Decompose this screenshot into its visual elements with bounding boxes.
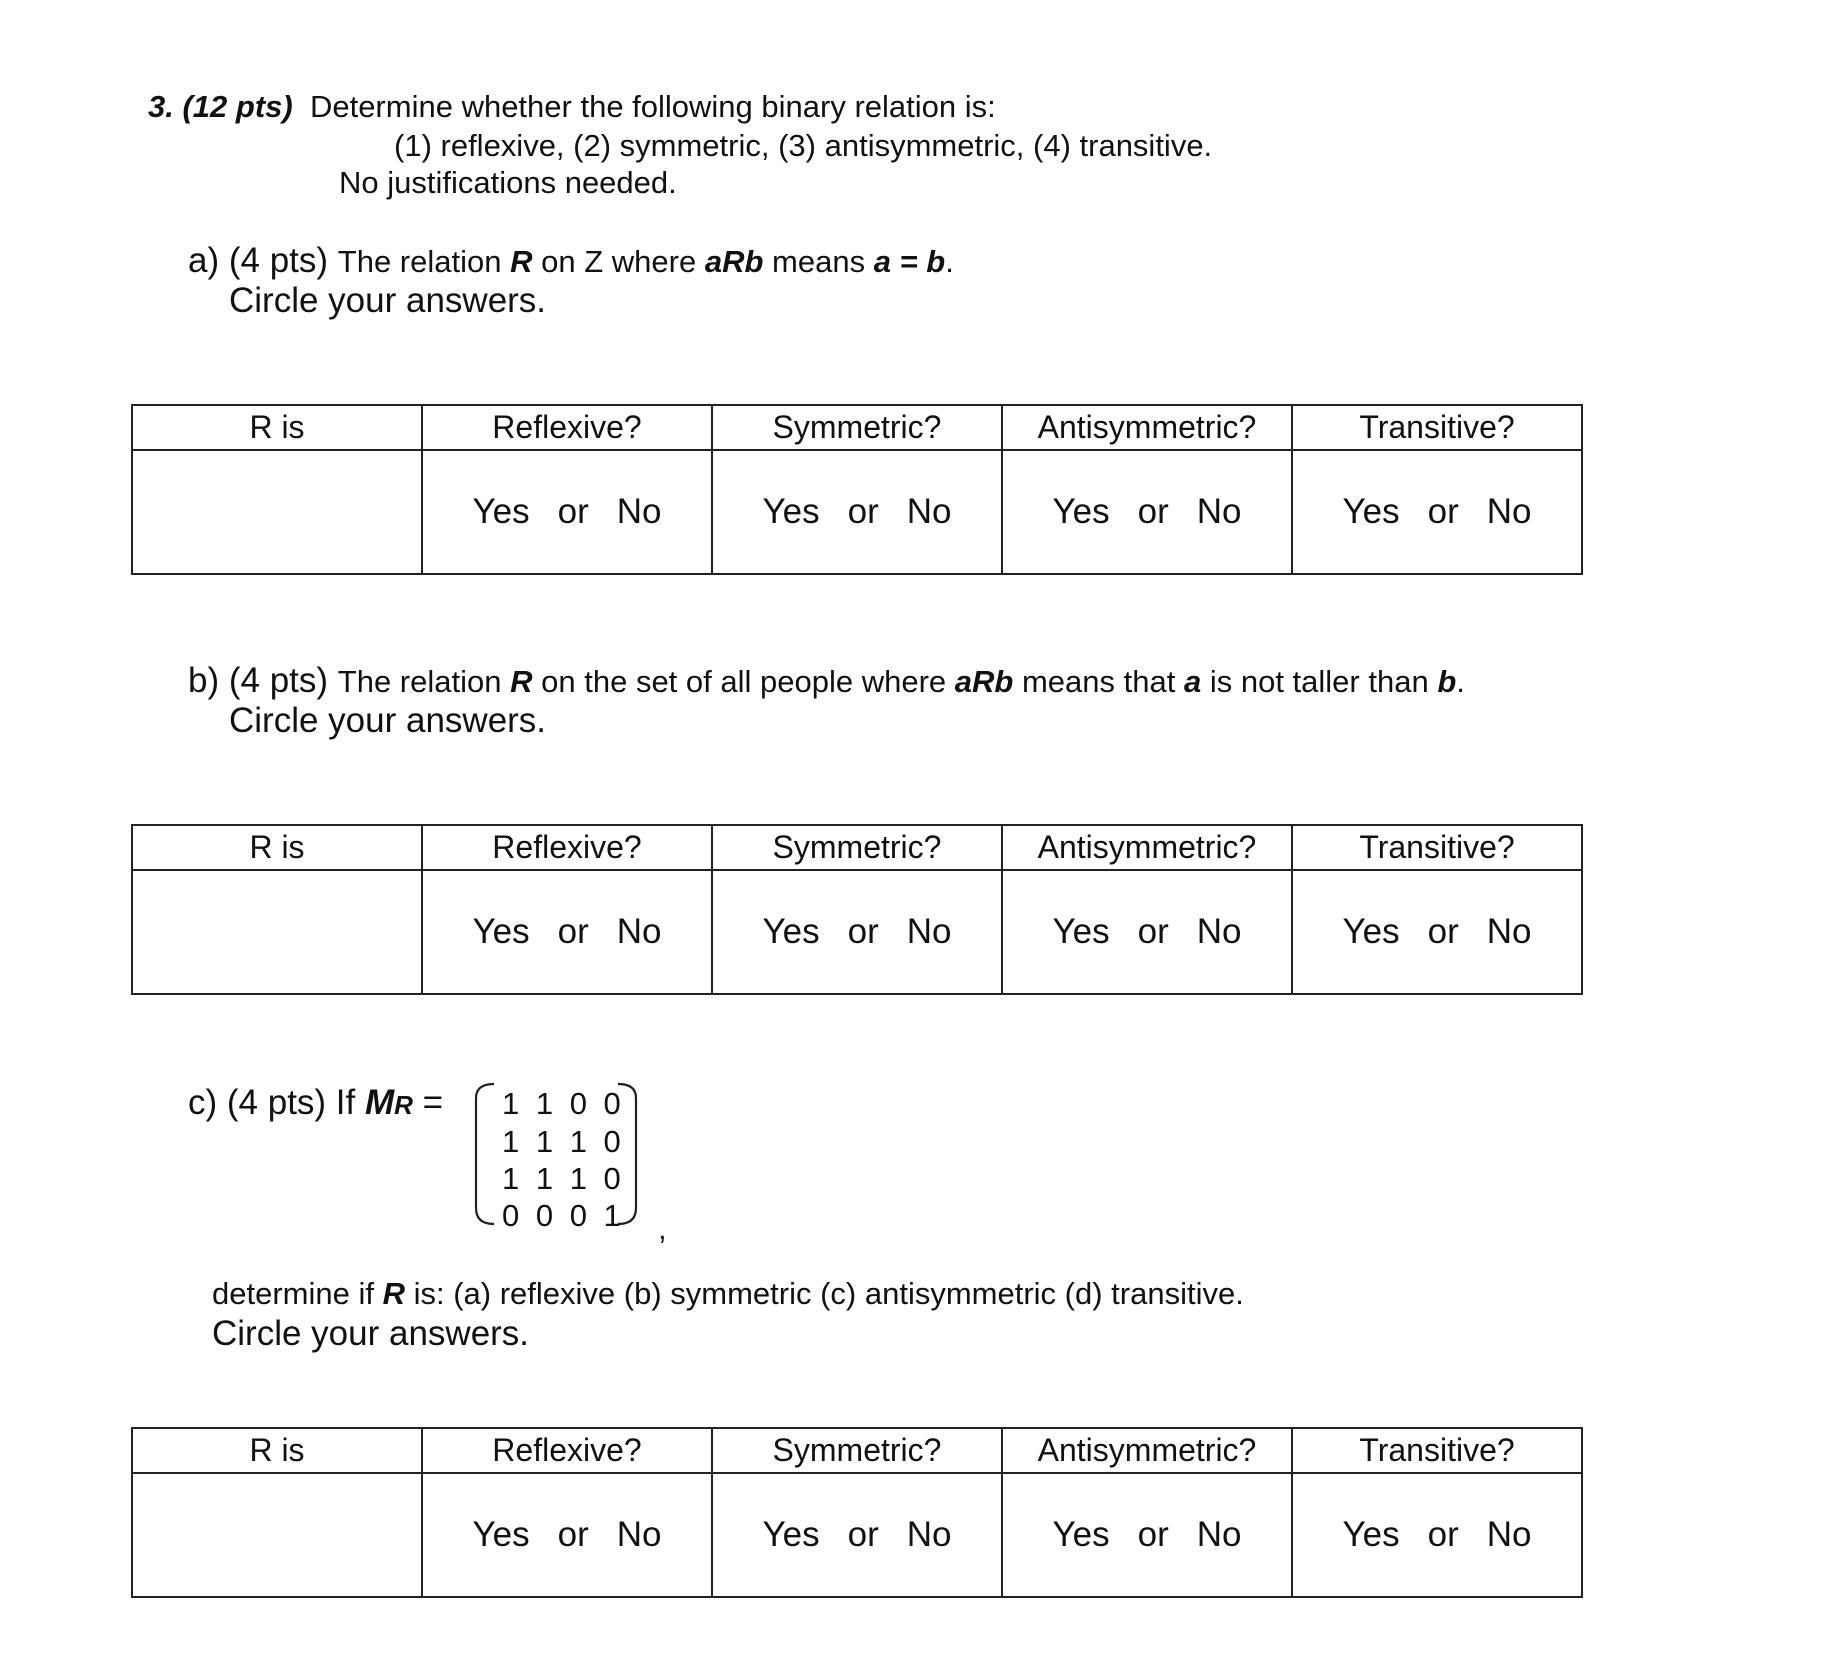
yes-option: Yes xyxy=(1052,492,1110,531)
part-c-question: determine if R is: (a) reflexive (b) symmetric (c) antisymmetric (d) transitive. xyxy=(212,1276,1244,1311)
symmetric-choice[interactable] xyxy=(712,870,1002,994)
yes-option: Yes xyxy=(472,492,530,531)
part-a-instruction: Circle your answers. xyxy=(229,281,547,320)
matrix-symbol: M xyxy=(364,1083,395,1122)
matrix-row-1: 1 1 0 0 xyxy=(502,1086,625,1121)
problem-header xyxy=(148,88,996,126)
part-c-label: c) (4 pts) If xyxy=(188,1083,356,1122)
reflexive-choice[interactable] xyxy=(422,870,712,994)
or-text: or xyxy=(557,912,589,951)
no-option: No xyxy=(616,492,662,531)
matrix-row-4: 0 0 0 1 xyxy=(502,1198,625,1233)
part-a-statement xyxy=(188,240,954,283)
answer-table-c xyxy=(131,1427,1583,1598)
col-header-symmetric: Symmetric? xyxy=(712,825,1002,870)
answer-table-b xyxy=(131,824,1583,995)
yes-option: Yes xyxy=(762,912,820,951)
antisymmetric-choice[interactable] xyxy=(1002,870,1292,994)
col-header-transitive: Transitive? xyxy=(1292,1428,1582,1473)
yes-option: Yes xyxy=(472,1515,530,1554)
problem-number: 3. (12 pts) xyxy=(148,89,293,124)
matrix-row-3: 1 1 1 0 xyxy=(502,1161,625,1196)
no-option: No xyxy=(1486,1515,1532,1554)
reflexive-choice[interactable] xyxy=(422,1473,712,1597)
no-option: No xyxy=(906,1515,952,1554)
col-header-transitive: Transitive? xyxy=(1292,405,1582,450)
symmetric-choice[interactable] xyxy=(712,1473,1002,1597)
no-justification-note: No justifications needed. xyxy=(339,165,677,200)
part-b-text: The relation R on the set of all people where aRb means that a is not taller than b. xyxy=(337,664,1465,699)
problem-intro: Determine whether the following binary relation is: xyxy=(309,89,996,124)
col-header-r-is: R is xyxy=(132,825,422,870)
no-option: No xyxy=(906,492,952,531)
no-option: No xyxy=(1486,492,1532,531)
col-header-transitive: Transitive? xyxy=(1292,825,1582,870)
yes-option: Yes xyxy=(1342,1515,1400,1554)
transitive-choice[interactable] xyxy=(1292,870,1582,994)
antisymmetric-choice[interactable] xyxy=(1002,450,1292,574)
yes-option: Yes xyxy=(1342,912,1400,951)
equals-sign: = xyxy=(422,1083,444,1122)
matrix-subscript: R xyxy=(394,1090,413,1120)
transitive-choice[interactable] xyxy=(1292,450,1582,574)
yes-option: Yes xyxy=(1342,492,1400,531)
or-text: or xyxy=(557,1515,589,1554)
answer-cell-blank xyxy=(132,450,422,574)
no-option: No xyxy=(616,912,662,951)
col-header-symmetric: Symmetric? xyxy=(712,405,1002,450)
answer-cell-blank xyxy=(132,870,422,994)
no-option: No xyxy=(1486,912,1532,951)
or-text: or xyxy=(847,912,879,951)
no-option: No xyxy=(1196,492,1242,531)
col-header-reflexive: Reflexive? xyxy=(422,1428,712,1473)
yes-option: Yes xyxy=(472,912,530,951)
or-text: or xyxy=(1427,492,1459,531)
no-option: No xyxy=(1196,912,1242,951)
properties-line: (1) reflexive, (2) symmetric, (3) antisymmetric, (4) transitive. xyxy=(394,128,1213,163)
col-header-antisymmetric: Antisymmetric? xyxy=(1002,1428,1292,1473)
or-text: or xyxy=(1137,1515,1169,1554)
transitive-choice[interactable] xyxy=(1292,1473,1582,1597)
part-b-instruction: Circle your answers. xyxy=(229,701,547,740)
col-header-symmetric: Symmetric? xyxy=(712,1428,1002,1473)
part-c-instruction: Circle your answers. xyxy=(212,1314,530,1353)
part-b-label: b) (4 pts) xyxy=(188,661,329,700)
col-header-reflexive: Reflexive? xyxy=(422,405,712,450)
or-text: or xyxy=(1427,1515,1459,1554)
or-text: or xyxy=(557,492,589,531)
symmetric-choice[interactable] xyxy=(712,450,1002,574)
matrix-row-2: 1 1 1 0 xyxy=(502,1124,625,1159)
yes-option: Yes xyxy=(762,492,820,531)
yes-option: Yes xyxy=(762,1515,820,1554)
relation-matrix xyxy=(472,1078,640,1233)
or-text: or xyxy=(847,1515,879,1554)
yes-option: Yes xyxy=(1052,912,1110,951)
col-header-reflexive: Reflexive? xyxy=(422,825,712,870)
no-option: No xyxy=(906,912,952,951)
part-a-label: a) (4 pts) xyxy=(188,241,329,280)
no-option: No xyxy=(616,1515,662,1554)
or-text: or xyxy=(1427,912,1459,951)
part-b-statement xyxy=(188,660,1465,703)
col-header-antisymmetric: Antisymmetric? xyxy=(1002,405,1292,450)
answer-table-a xyxy=(131,404,1583,575)
antisymmetric-choice[interactable] xyxy=(1002,1473,1292,1597)
part-c-statement xyxy=(188,1082,443,1126)
or-text: or xyxy=(1137,912,1169,951)
col-header-r-is: R is xyxy=(132,1428,422,1473)
col-header-antisymmetric: Antisymmetric? xyxy=(1002,825,1292,870)
or-text: or xyxy=(1137,492,1169,531)
yes-option: Yes xyxy=(1052,1515,1110,1554)
or-text: or xyxy=(847,492,879,531)
col-header-r-is: R is xyxy=(132,405,422,450)
reflexive-choice[interactable] xyxy=(422,450,712,574)
part-a-text: The relation R on Z where aRb means a = b. xyxy=(337,244,954,279)
matrix-comma: , xyxy=(658,1211,667,1246)
answer-cell-blank xyxy=(132,1473,422,1597)
no-option: No xyxy=(1196,1515,1242,1554)
